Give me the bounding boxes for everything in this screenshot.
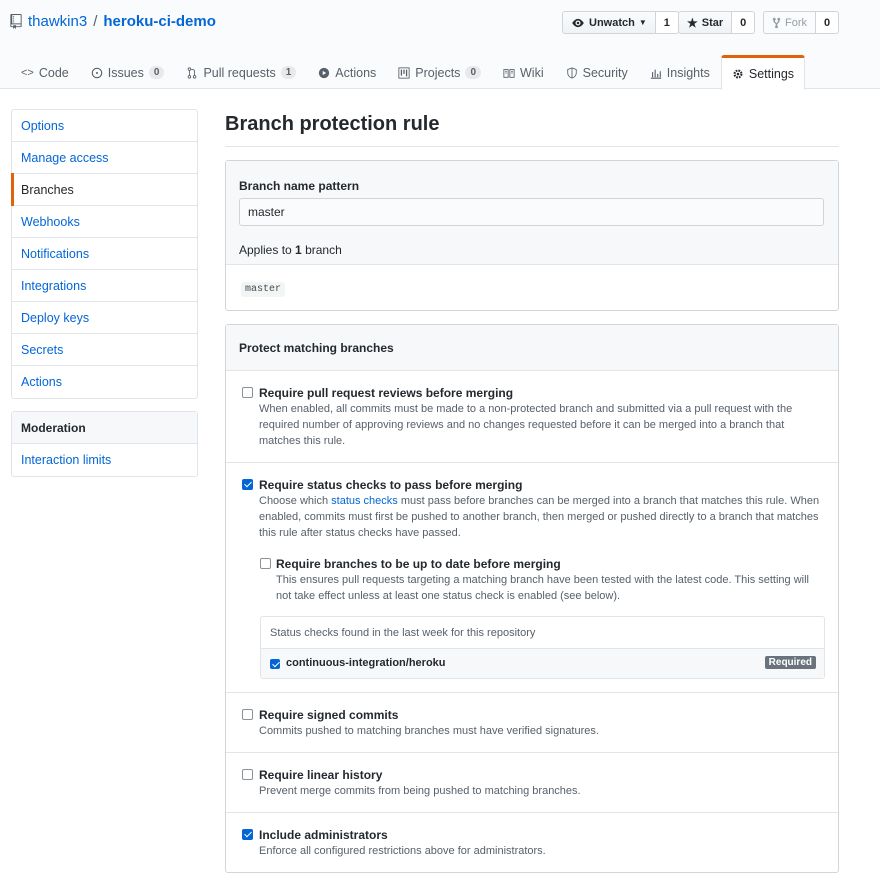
sidebar-item-manage-access[interactable]: Manage access xyxy=(12,142,197,174)
matched-branch: master xyxy=(241,282,285,297)
moderation-sidebar xyxy=(11,411,198,477)
tab-label: Projects xyxy=(415,65,461,80)
option-reviews xyxy=(226,371,838,463)
unwatch-button[interactable] xyxy=(562,11,656,34)
fork-button[interactable] xyxy=(763,11,816,34)
sidebar-item-webhooks[interactable]: Webhooks xyxy=(12,206,197,238)
reviews-checkbox[interactable] xyxy=(242,387,253,398)
matched-branches xyxy=(226,265,838,310)
caret-down-icon: ▼ xyxy=(638,18,647,27)
applies-prefix: Applies to xyxy=(239,243,296,257)
branch-pattern-input[interactable]: master xyxy=(239,198,824,226)
status-desc-pre: Choose which xyxy=(259,495,332,507)
up-to-date-checkbox[interactable] xyxy=(260,558,271,569)
tab-label: Code xyxy=(38,65,69,80)
reviews-title: Require pull request reviews before merging xyxy=(259,386,514,400)
pull-requests-count: 1 xyxy=(281,66,297,79)
repo-name-link[interactable]: heroku-ci-demo xyxy=(103,13,216,30)
linear-history-title: Require linear history xyxy=(259,768,383,782)
play-icon xyxy=(318,67,330,79)
tab-code[interactable] xyxy=(10,55,80,89)
protect-header xyxy=(226,325,838,371)
tab-wiki[interactable] xyxy=(492,55,555,89)
status-desc-post: must pass before branches can be merged into a branch that matches this rule. When enabled, commits must first be pushed to another branch, then merged or pushed directly to a branch that matches this rule after status checks have passed. xyxy=(259,495,820,539)
option-linear-history xyxy=(226,753,838,813)
tab-settings[interactable] xyxy=(721,55,805,90)
option-include-admins xyxy=(226,813,838,872)
moderation-heading: Moderation xyxy=(12,412,197,444)
sidebar-item-options[interactable]: Options xyxy=(12,110,197,142)
tab-label: Issues xyxy=(107,65,144,80)
status-checks-heading: Status checks found in the last week for this repository xyxy=(261,617,824,649)
fork-label: Fork xyxy=(785,16,807,29)
shield-icon xyxy=(566,67,578,79)
include-admins-checkbox[interactable] xyxy=(242,829,253,840)
stars-count[interactable]: 0 xyxy=(732,11,755,34)
branch-pattern-label: Branch name pattern xyxy=(239,179,360,193)
fork-icon xyxy=(772,17,781,29)
sidebar-item-interaction-limits[interactable]: Interaction limits xyxy=(21,453,112,467)
issue-icon xyxy=(91,67,103,79)
tab-label: Pull requests xyxy=(203,65,276,80)
signed-commits-title: Require signed commits xyxy=(259,708,399,722)
status-checks-list xyxy=(260,616,825,679)
include-admins-desc: Enforce all configured restrictions above for administrators. xyxy=(259,845,546,857)
eye-icon xyxy=(571,18,585,28)
option-signed-commits xyxy=(226,693,838,753)
status-checks-link[interactable]: status checks xyxy=(331,495,398,507)
sidebar-item-notifications[interactable]: Notifications xyxy=(12,238,197,270)
repo-header xyxy=(0,0,880,89)
sidebar-item-secrets[interactable]: Secrets xyxy=(12,334,197,366)
project-icon xyxy=(398,67,410,79)
repo-title xyxy=(10,13,216,30)
tab-pull-requests[interactable] xyxy=(175,55,307,89)
branch-pattern-header xyxy=(226,161,838,265)
gear-icon xyxy=(732,68,744,80)
repo-owner-link[interactable]: thawkin3 xyxy=(28,13,88,30)
option-status-checks xyxy=(226,463,838,693)
projects-count: 0 xyxy=(465,66,481,79)
branch-pattern-box xyxy=(225,160,839,311)
unwatch-label: Unwatch xyxy=(589,16,635,29)
tab-insights[interactable] xyxy=(639,55,721,89)
signed-commits-checkbox[interactable] xyxy=(242,709,253,720)
graph-icon xyxy=(650,67,662,79)
linear-history-checkbox[interactable] xyxy=(242,769,253,780)
tab-label: Actions xyxy=(335,65,377,80)
tab-label: Insights xyxy=(666,65,710,80)
title-divider xyxy=(225,146,839,147)
status-checks-title: Require status checks to pass before merging xyxy=(259,478,523,492)
status-check-row xyxy=(261,649,824,678)
tab-label: Wiki xyxy=(520,65,544,80)
star-group xyxy=(678,11,755,34)
up-to-date-title: Require branches to be up to date before merging xyxy=(276,557,561,571)
repo-icon xyxy=(10,14,22,29)
sidebar-item-deploy-keys[interactable]: Deploy keys xyxy=(12,302,197,334)
sidebar-item-integrations[interactable]: Integrations xyxy=(12,270,197,302)
tab-projects[interactable] xyxy=(387,55,492,89)
applies-suffix: branch xyxy=(301,243,342,257)
watchers-count[interactable]: 1 xyxy=(656,11,679,34)
tab-actions[interactable] xyxy=(307,55,387,89)
settings-sidebar xyxy=(11,109,198,399)
status-checks-checkbox[interactable] xyxy=(242,479,253,490)
watch-group xyxy=(562,11,679,34)
linear-history-desc: Prevent merge commits from being pushed to matching branches. xyxy=(259,785,581,797)
applies-count: 1 xyxy=(295,243,302,257)
protect-box xyxy=(225,324,839,873)
include-admins-title: Include administrators xyxy=(259,828,388,842)
status-check-name: continuous-integration/heroku xyxy=(286,657,446,669)
star-button[interactable] xyxy=(678,11,732,34)
repo-nav-tabs xyxy=(10,55,805,89)
status-check-checkbox[interactable] xyxy=(270,659,280,669)
reviews-desc: When enabled, all commits must be made to a non-protected branch and submitted via a pull request with the required number of approving reviews and no changes requested before it can be merged into a branch that matches this rule. xyxy=(259,403,793,447)
sidebar-item-actions[interactable]: Actions xyxy=(21,375,62,389)
applies-to-text xyxy=(239,243,342,257)
book-icon xyxy=(503,67,515,79)
star-label: Star xyxy=(701,16,724,29)
tab-security[interactable] xyxy=(555,55,639,89)
tab-issues[interactable] xyxy=(80,55,176,89)
up-to-date-desc: This ensures pull requests targeting a matching branch have been tested with the latest code. This setting will not take effect unless at least one status check is enabled (see below). xyxy=(276,574,809,602)
fork-group xyxy=(763,11,839,34)
forks-count[interactable]: 0 xyxy=(816,11,839,34)
tab-label: Settings xyxy=(748,67,795,81)
sidebar-item-branches[interactable]: Branches xyxy=(12,174,197,206)
page-title: Branch protection rule xyxy=(225,113,440,135)
signed-commits-desc: Commits pushed to matching branches must have verified signatures. xyxy=(259,725,599,737)
pull-request-icon xyxy=(186,67,198,79)
issues-count: 0 xyxy=(149,66,165,79)
status-checks-desc xyxy=(259,493,824,541)
tab-label: Security xyxy=(582,65,628,80)
protect-heading: Protect matching branches xyxy=(239,340,394,355)
code-icon: <> xyxy=(21,66,34,79)
star-icon: ★ xyxy=(687,15,698,30)
required-badge: Required xyxy=(765,656,816,669)
repo-separator: / xyxy=(93,13,98,30)
